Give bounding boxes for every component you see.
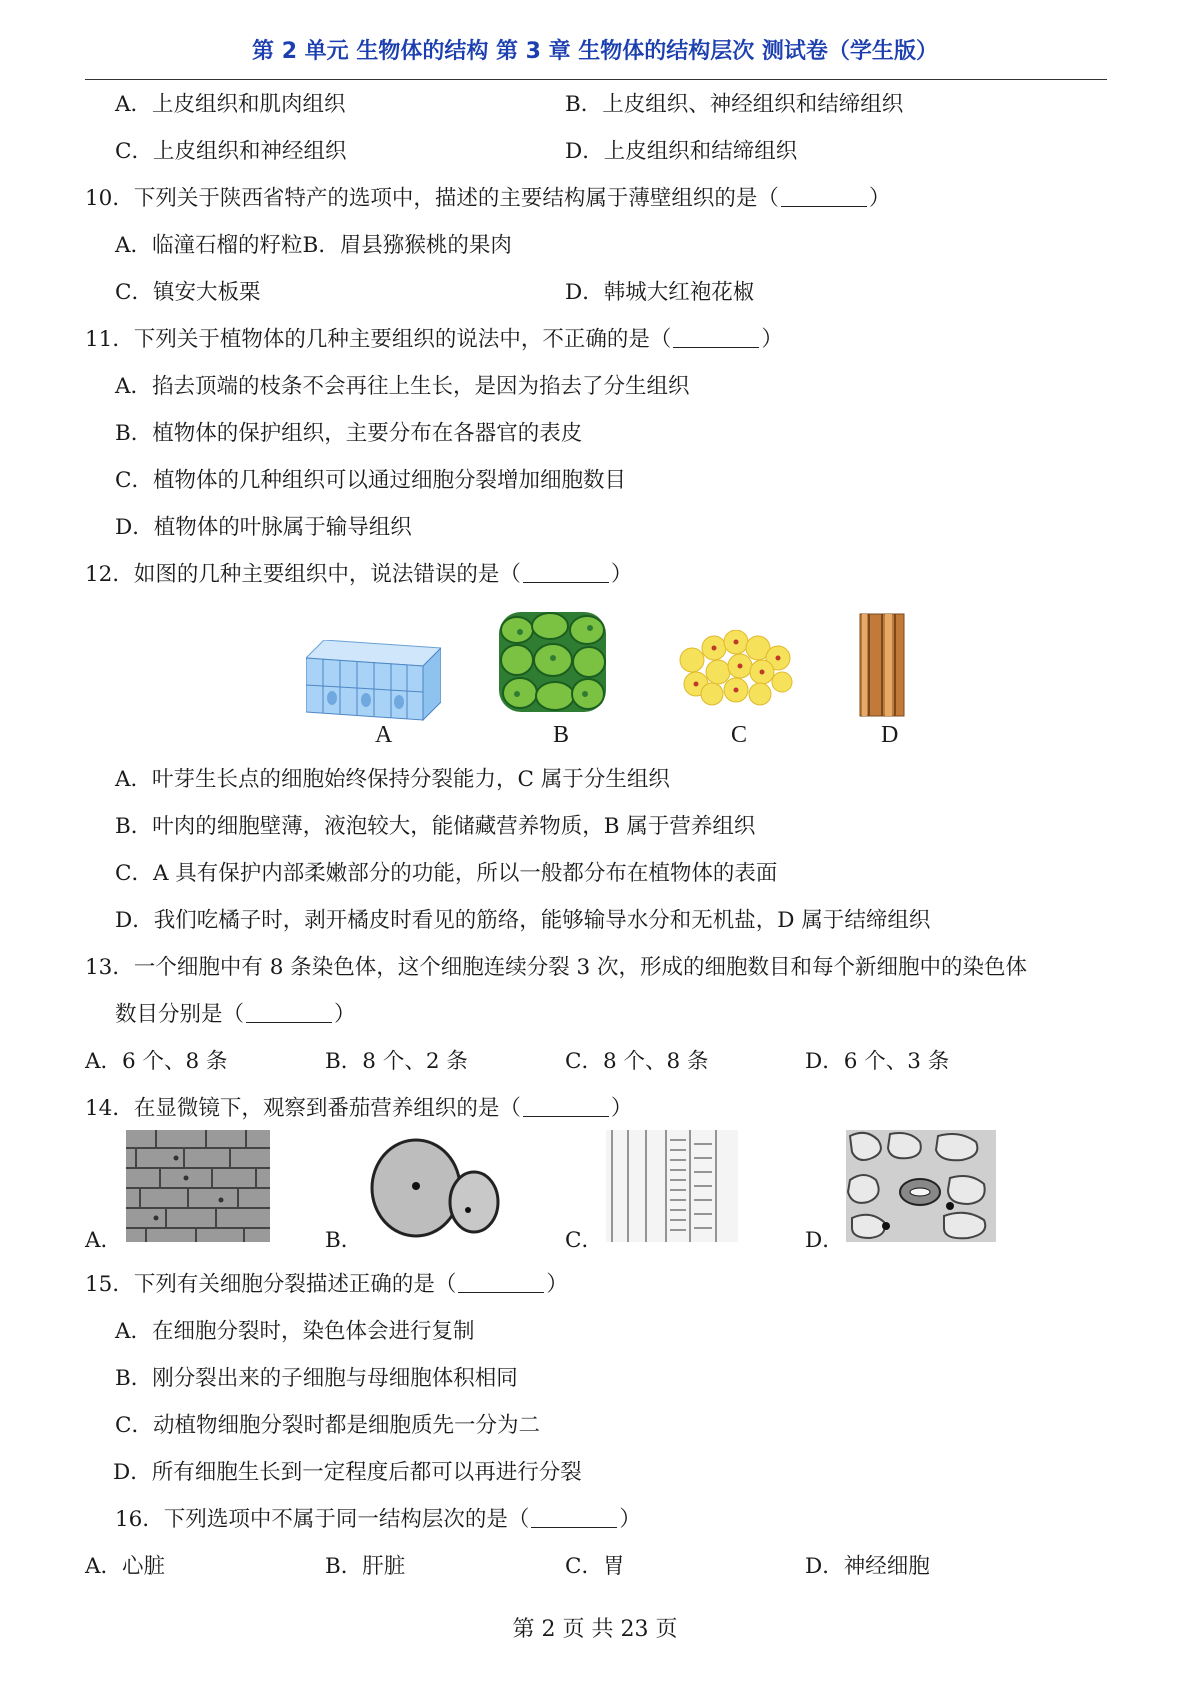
q12-option-a: A．叶芽生长点的细胞始终保持分裂能力，C 属于分生组织 <box>115 767 670 792</box>
q14-option-b: B． <box>325 1228 363 1253</box>
figure-label-c: C <box>731 722 748 748</box>
answer-blank[interactable] <box>523 564 609 583</box>
answer-blank[interactable] <box>781 188 867 207</box>
page-footer-number: 第 2 页 共 23 页 <box>512 1617 678 1642</box>
answer-blank[interactable] <box>531 1509 617 1528</box>
q16-stem: 16．下列选项中不属于同一结构层次的是（ ） <box>115 1507 641 1532</box>
q16-option-d: D．神经细胞 <box>805 1554 930 1579</box>
q15-option-d: D．所有细胞生长到一定程度后都可以再进行分裂 <box>113 1460 582 1485</box>
q15-option-c: C．动植物细胞分裂时都是细胞质先一分为二 <box>115 1413 540 1438</box>
answer-blank[interactable] <box>523 1098 609 1117</box>
q15-stem: 15．下列有关细胞分裂描述正确的是（ ） <box>85 1272 568 1297</box>
q12-option-c: C．A 具有保护内部柔嫩部分的功能，所以一般都分布在植物体的表面 <box>115 861 778 886</box>
q15-option-a: A．在细胞分裂时，染色体会进行复制 <box>115 1319 475 1344</box>
q13-stem-continued: 数目分别是（ ） <box>115 1002 356 1027</box>
q9-option-b: B．上皮组织、神经组织和结缔组织 <box>565 92 904 117</box>
q13-option-a: A．6 个、8 条 <box>85 1049 228 1074</box>
leaf-epidermis-stomata-micrograph <box>846 1130 996 1242</box>
q12-option-b: B．叶肉的细胞壁薄，液泡较大，能储藏营养物质，B 属于营养组织 <box>115 814 756 839</box>
q10-option-ab: A．临潼石榴的籽粒B．眉县猕猴桃的果肉 <box>115 233 512 258</box>
answer-blank[interactable] <box>673 329 759 348</box>
q11-stem: 11．下列关于植物体的几种主要组织的说法中，不正确的是（ ） <box>85 327 783 352</box>
nutritive-tissue-illustration <box>495 608 610 716</box>
q9-option-c: C．上皮组织和神经组织 <box>115 139 347 164</box>
q14-stem: 14．在显微镜下，观察到番茄营养组织的是（ ） <box>85 1096 633 1121</box>
onion-epidermis-micrograph <box>126 1130 270 1242</box>
conducting-tissue-illustration <box>858 612 906 718</box>
vessel-tissue-micrograph <box>606 1130 738 1242</box>
page-header-title: 第 2 单元 生物体的结构 第 3 章 生物体的结构层次 测试卷（学生版） <box>252 39 938 64</box>
header-divider <box>85 79 1107 80</box>
answer-blank[interactable] <box>246 1004 332 1023</box>
q13-option-b: B．8 个、2 条 <box>325 1049 468 1074</box>
q14-option-c: C． <box>565 1228 603 1253</box>
q9-option-a: A．上皮组织和肌肉组织 <box>115 92 346 117</box>
q13-option-c: C．8 个、8 条 <box>565 1049 709 1074</box>
figure-label-a: A <box>375 722 393 748</box>
q16-option-c: C．胃 <box>565 1554 625 1579</box>
q16-option-a: A．心脏 <box>85 1554 166 1579</box>
meristematic-tissue-illustration <box>678 630 793 708</box>
q11-option-a: A．掐去顶端的枝条不会再往上生长，是因为掐去了分生组织 <box>115 374 690 399</box>
answer-blank[interactable] <box>458 1274 544 1293</box>
q16-option-b: B．肝脏 <box>325 1554 406 1579</box>
q12-stem: 12．如图的几种主要组织中，说法错误的是（ ） <box>85 562 633 587</box>
q11-option-b: B．植物体的保护组织，主要分布在各器官的表皮 <box>115 421 583 446</box>
tomato-pulp-cells-micrograph <box>368 1138 500 1242</box>
q12-option-d: D．我们吃橘子时，剥开橘皮时看见的筋络，能够输导水分和无机盐，D 属于结缔组织 <box>115 908 931 933</box>
q15-option-b: B．刚分裂出来的子细胞与母细胞体积相同 <box>115 1366 518 1391</box>
figure-label-b: B <box>553 722 570 748</box>
q14-option-d: D． <box>805 1228 844 1253</box>
q11-option-c: C．植物体的几种组织可以通过细胞分裂增加细胞数目 <box>115 468 626 493</box>
q9-option-d: D．上皮组织和结缔组织 <box>565 139 798 164</box>
figure-label-d: D <box>881 722 899 748</box>
q13-option-d: D．6 个、3 条 <box>805 1049 950 1074</box>
q13-stem: 13．一个细胞中有 8 条染色体，这个细胞连续分裂 3 次，形成的细胞数目和每个新细胞中的染色体 <box>85 955 1028 980</box>
q11-option-d: D．植物体的叶脉属于输导组织 <box>115 515 412 540</box>
q14-option-a: A． <box>85 1228 123 1253</box>
q10-stem: 10．下列关于陕西省特产的选项中，描述的主要结构属于薄壁组织的是（ ） <box>85 186 891 211</box>
q10-option-c: C．镇安大板栗 <box>115 280 261 305</box>
q10-option-d: D．韩城大红袍花椒 <box>565 280 755 305</box>
epidermal-tissue-illustration <box>306 640 441 722</box>
